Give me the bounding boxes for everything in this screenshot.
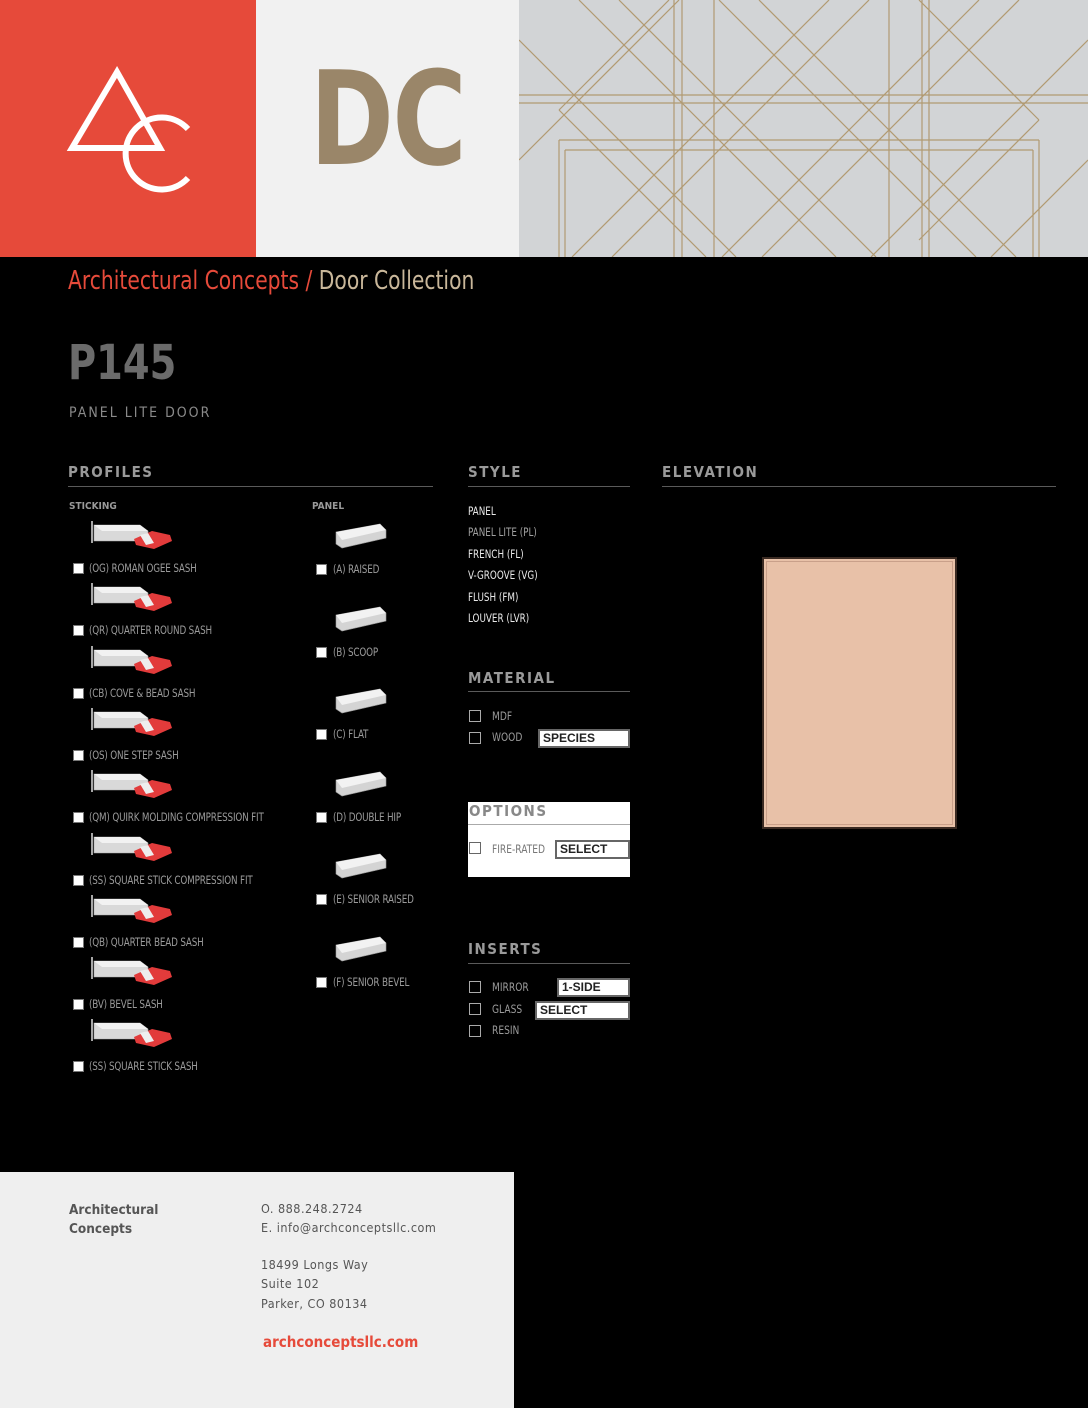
material-heading: MATERIAL [468, 669, 556, 687]
sticking-thumbnail [90, 833, 180, 869]
sticking-profile-icon [90, 770, 180, 802]
panel-label: (B) SCOOP [333, 644, 379, 659]
panel-thumbnail [314, 933, 404, 969]
panel-checkbox[interactable] [316, 894, 327, 905]
panel-checkbox[interactable] [316, 977, 327, 988]
footer-company-line1: Architectural [69, 1202, 159, 1218]
sticking-label: (OS) ONE STEP SASH [89, 747, 179, 762]
sticking-profile-icon [90, 895, 180, 927]
mirror-checkbox[interactable] [469, 981, 481, 993]
glass-select[interactable]: SELECT [535, 1001, 630, 1020]
panel-checkbox[interactable] [316, 647, 327, 658]
mirror-label: MIRROR [492, 980, 529, 994]
brand-collection: Door Collection [318, 266, 475, 296]
inserts-heading: INSERTS [468, 940, 543, 958]
elevation-divider [662, 486, 1056, 487]
panel-profile-icon [314, 603, 404, 635]
sticking-profile-icon [90, 708, 180, 740]
panel-profile-icon [314, 850, 404, 882]
sticking-checkbox[interactable] [73, 688, 84, 699]
geometric-pattern-icon [519, 0, 1088, 257]
panel-profile-icon [314, 520, 404, 552]
sticking-profile-icon [90, 583, 180, 615]
footer-company [69, 1201, 158, 1239]
sticking-label: (QM) QUIRK MOLDING COMPRESSION FIT [89, 810, 264, 825]
brand-separator: / [299, 266, 319, 296]
panel-label: (C) FLAT [333, 727, 369, 741]
footer [0, 1172, 514, 1408]
wood-label: WOOD [492, 730, 523, 744]
panel-thumbnail [314, 768, 404, 804]
footer-address-line1: 18499 Longs Way [261, 1257, 369, 1272]
sticking-profile-icon [90, 957, 180, 989]
sticking-label: (CB) COVE & BEAD SASH [89, 685, 196, 700]
panel-profile-icon [314, 685, 404, 717]
product-name: PANEL LITE DOOR [69, 405, 212, 421]
panel-thumbnail [314, 850, 404, 886]
footer-address-line3: Parker, CO 80134 [261, 1296, 368, 1311]
panel-profile-icon [314, 933, 404, 965]
sticking-label: (OG) ROMAN OGEE SASH [89, 561, 197, 575]
dc-monogram: DC [309, 43, 466, 195]
sticking-profile-icon [90, 1019, 180, 1051]
sticking-label: (QR) QUARTER ROUND SASH [89, 623, 212, 638]
footer-email[interactable]: E. info@archconceptsllc.com [261, 1220, 437, 1235]
panel-profile-icon [314, 768, 404, 800]
sticking-label: (QB) QUARTER BEAD SASH [89, 934, 204, 949]
style-divider [468, 486, 630, 487]
sticking-profile-icon [90, 521, 180, 553]
species-select[interactable]: SPECIES [538, 729, 630, 748]
panel-label: (D) DOUBLE HIP [333, 809, 401, 824]
sticking-thumbnail [90, 646, 180, 682]
panel-thumbnail [314, 520, 404, 556]
panel-heading: PANEL [312, 501, 345, 512]
options-panel [468, 802, 630, 877]
sticking-checkbox[interactable] [73, 625, 84, 636]
resin-checkbox[interactable] [469, 1025, 481, 1037]
profiles-divider [68, 486, 433, 487]
sticking-thumbnail [90, 770, 180, 806]
sticking-checkbox[interactable] [73, 875, 84, 886]
panel-checkbox[interactable] [316, 729, 327, 740]
glass-checkbox[interactable] [469, 1003, 481, 1015]
mdf-label: MDF [492, 709, 513, 723]
sticking-checkbox[interactable] [73, 750, 84, 761]
dc-panel [256, 0, 519, 257]
style-option[interactable]: PANEL [468, 504, 496, 518]
footer-company-line2: Concepts [69, 1221, 133, 1237]
sticking-thumbnail [90, 708, 180, 744]
fire-rated-select[interactable]: SELECT [555, 840, 630, 859]
style-option[interactable]: V-GROOVE (VG) [468, 568, 538, 583]
profiles-heading: PROFILES [68, 463, 154, 481]
door-elevation-drawing [762, 557, 957, 829]
sticking-thumbnail [90, 583, 180, 619]
fire-rated-label: FIRE-RATED [492, 842, 545, 856]
sticking-label: (SS) SQUARE STICK COMPRESSION FIT [89, 872, 253, 887]
sticking-thumbnail [90, 1019, 180, 1055]
sticking-profile-icon [90, 833, 180, 865]
sticking-label: (BV) BEVEL SASH [89, 997, 163, 1012]
door-pattern-graphic [519, 0, 1088, 257]
product-model: P145 [68, 335, 177, 391]
mirror-select[interactable]: 1-SIDE [557, 978, 630, 997]
mdf-checkbox[interactable] [469, 710, 481, 722]
sticking-checkbox[interactable] [73, 812, 84, 823]
fire-rated-checkbox[interactable] [469, 842, 481, 854]
panel-label: (A) RAISED [333, 562, 380, 576]
style-option[interactable]: FLUSH (FM) [468, 589, 519, 604]
footer-website-link[interactable]: archconceptsllc.com [263, 1333, 419, 1351]
panel-label: (F) SENIOR BEVEL [333, 974, 410, 989]
sticking-thumbnail [90, 957, 180, 993]
style-heading: STYLE [468, 463, 523, 481]
resin-label: RESIN [492, 1023, 520, 1037]
sticking-profile-icon [90, 646, 180, 678]
logo-panel [0, 0, 256, 257]
panel-thumbnail [314, 685, 404, 721]
options-heading: OPTIONS [469, 802, 548, 820]
panel-checkbox[interactable] [316, 812, 327, 823]
options-divider [468, 824, 630, 825]
style-option[interactable]: LOUVER (LVR) [468, 611, 530, 625]
wood-checkbox[interactable] [469, 732, 481, 744]
sticking-checkbox[interactable] [73, 1061, 84, 1072]
style-option[interactable]: PANEL LITE (PL) [468, 525, 537, 540]
sticking-label: (SS) SQUARE STICK SASH [89, 1059, 198, 1074]
glass-label: GLASS [492, 1002, 523, 1016]
brand-company: Architectural Concepts [68, 266, 300, 296]
sticking-heading: STICKING [69, 501, 117, 512]
sticking-checkbox[interactable] [73, 937, 84, 948]
footer-phone: O. 888.248.2724 [261, 1201, 363, 1216]
material-divider [468, 691, 630, 692]
panel-label: (E) SENIOR RAISED [333, 892, 414, 906]
panel-checkbox[interactable] [316, 564, 327, 575]
brand-breadcrumb [68, 266, 474, 296]
sticking-thumbnail [90, 521, 180, 557]
ac-logo-icon [0, 0, 256, 257]
elevation-heading: ELEVATION [662, 463, 759, 481]
sticking-checkbox[interactable] [73, 563, 84, 574]
footer-address-line2: Suite 102 [261, 1276, 320, 1291]
panel-thumbnail [314, 603, 404, 639]
inserts-divider [468, 963, 630, 964]
sticking-thumbnail [90, 895, 180, 931]
sticking-checkbox[interactable] [73, 999, 84, 1010]
style-option[interactable]: FRENCH (FL) [468, 546, 524, 561]
